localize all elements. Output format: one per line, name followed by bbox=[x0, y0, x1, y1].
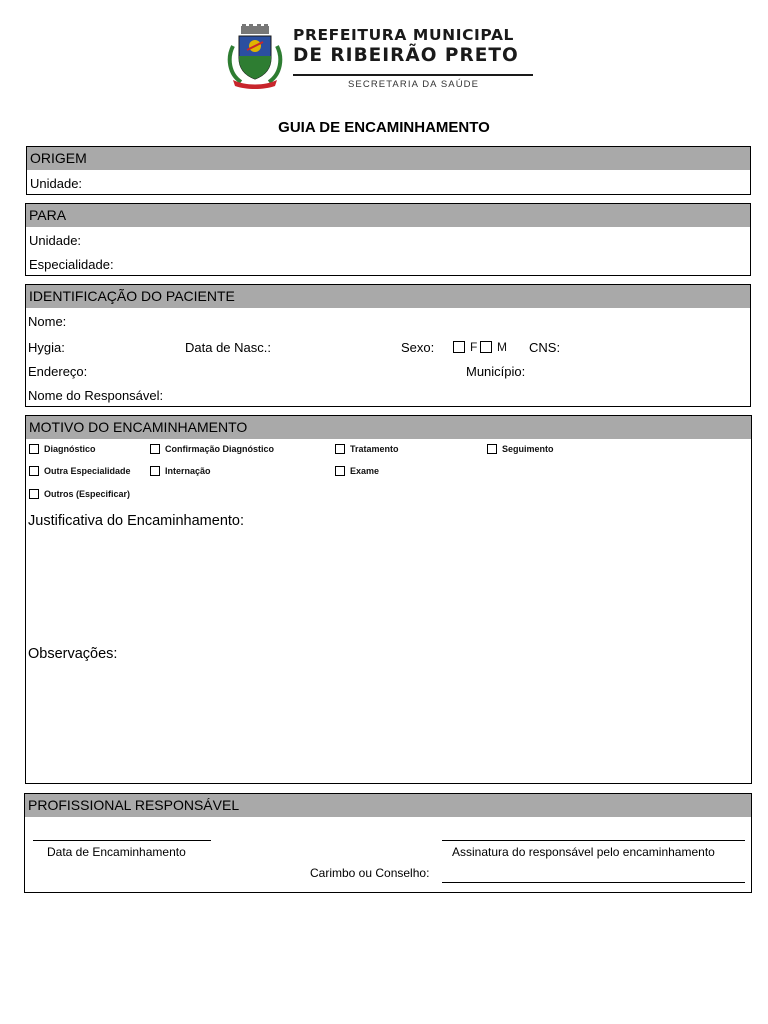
option-seguimento[interactable] bbox=[487, 444, 554, 454]
data-nasc-field[interactable]: Data de Nasc.: bbox=[185, 340, 271, 355]
sexo-label: Sexo: bbox=[401, 340, 435, 355]
checkbox-box[interactable] bbox=[29, 489, 39, 499]
date-signature-line bbox=[33, 840, 211, 841]
section-header: PARA bbox=[26, 204, 750, 227]
checkbox-box[interactable] bbox=[29, 466, 39, 476]
endereco-field[interactable]: Endereço: bbox=[28, 364, 88, 379]
sexo-m-label: M bbox=[497, 340, 507, 354]
city-crest-icon bbox=[227, 24, 283, 90]
option-label: Seguimento bbox=[502, 444, 554, 454]
checkbox-box[interactable] bbox=[335, 466, 345, 476]
section-origem bbox=[26, 146, 751, 195]
section-para bbox=[25, 203, 751, 276]
justificativa-field[interactable]: Justificativa do Encaminhamento: bbox=[28, 513, 244, 529]
sexo-m-checkbox[interactable] bbox=[480, 340, 507, 354]
section-header: PROFISSIONAL RESPONSÁVEL bbox=[25, 794, 751, 817]
para-unidade-field[interactable]: Unidade: bbox=[29, 233, 82, 248]
checkbox-box[interactable] bbox=[150, 466, 160, 476]
data-encaminhamento-label: Data de Encaminhamento bbox=[47, 845, 186, 859]
checkbox-box[interactable] bbox=[487, 444, 497, 454]
section-profissional bbox=[24, 793, 752, 893]
header-line-1: PREFEITURA MUNICIPAL bbox=[293, 26, 515, 44]
option-tratamento[interactable] bbox=[335, 444, 399, 454]
section-header: IDENTIFICAÇÃO DO PACIENTE bbox=[26, 285, 750, 308]
option-label: Outros (Especificar) bbox=[44, 489, 131, 499]
checkbox-box[interactable] bbox=[480, 341, 492, 353]
assinatura-label: Assinatura do responsável pelo encaminhamento bbox=[452, 845, 715, 859]
section-header: ORIGEM bbox=[27, 147, 750, 170]
option-internacao[interactable] bbox=[150, 466, 211, 476]
option-outra-especialidade[interactable] bbox=[29, 466, 131, 476]
observacoes-field[interactable]: Observações: bbox=[28, 646, 118, 662]
option-confirmacao[interactable] bbox=[150, 444, 274, 454]
section-header: MOTIVO DO ENCAMINHAMENTO bbox=[26, 416, 751, 439]
header-line-2: DE RIBEIRÃO PRETO bbox=[293, 45, 519, 66]
cns-field[interactable]: CNS: bbox=[529, 340, 561, 355]
option-label: Exame bbox=[350, 466, 380, 476]
checkbox-box[interactable] bbox=[453, 341, 465, 353]
option-label: Confirmação Diagnóstico bbox=[165, 444, 275, 454]
checkbox-box[interactable] bbox=[335, 444, 345, 454]
sexo-f-checkbox[interactable] bbox=[453, 340, 477, 354]
form-title: GUIA DE ENCAMINHAMENTO bbox=[278, 119, 490, 136]
header-line-3: SECRETARIA DA SAÚDE bbox=[348, 79, 480, 90]
option-diagnostico[interactable] bbox=[29, 444, 96, 454]
checkbox-box[interactable] bbox=[29, 444, 39, 454]
option-label: Internação bbox=[165, 466, 211, 476]
section-motivo bbox=[25, 415, 752, 784]
para-especialidade-field[interactable]: Especialidade: bbox=[29, 257, 114, 272]
assinatura-line bbox=[442, 840, 745, 841]
carimbo-line bbox=[442, 882, 745, 883]
nome-field[interactable]: Nome: bbox=[28, 314, 67, 329]
option-label: Tratamento bbox=[350, 444, 399, 454]
carimbo-label: Carimbo ou Conselho: bbox=[310, 866, 430, 880]
option-outros[interactable] bbox=[29, 489, 130, 499]
sexo-f-label: F bbox=[470, 340, 478, 354]
checkbox-box[interactable] bbox=[150, 444, 160, 454]
municipio-field[interactable]: Município: bbox=[466, 364, 526, 379]
hygia-field[interactable]: Hygia: bbox=[28, 340, 65, 355]
section-paciente bbox=[25, 284, 751, 407]
header-divider bbox=[293, 74, 533, 76]
letterhead bbox=[221, 20, 543, 94]
option-label: Outra Especialidade bbox=[44, 466, 131, 476]
origem-unidade-field[interactable]: Unidade: bbox=[30, 176, 83, 191]
option-label: Diagnóstico bbox=[44, 444, 96, 454]
responsavel-field[interactable]: Nome do Responsável: bbox=[28, 388, 164, 403]
option-exame[interactable] bbox=[335, 466, 379, 476]
